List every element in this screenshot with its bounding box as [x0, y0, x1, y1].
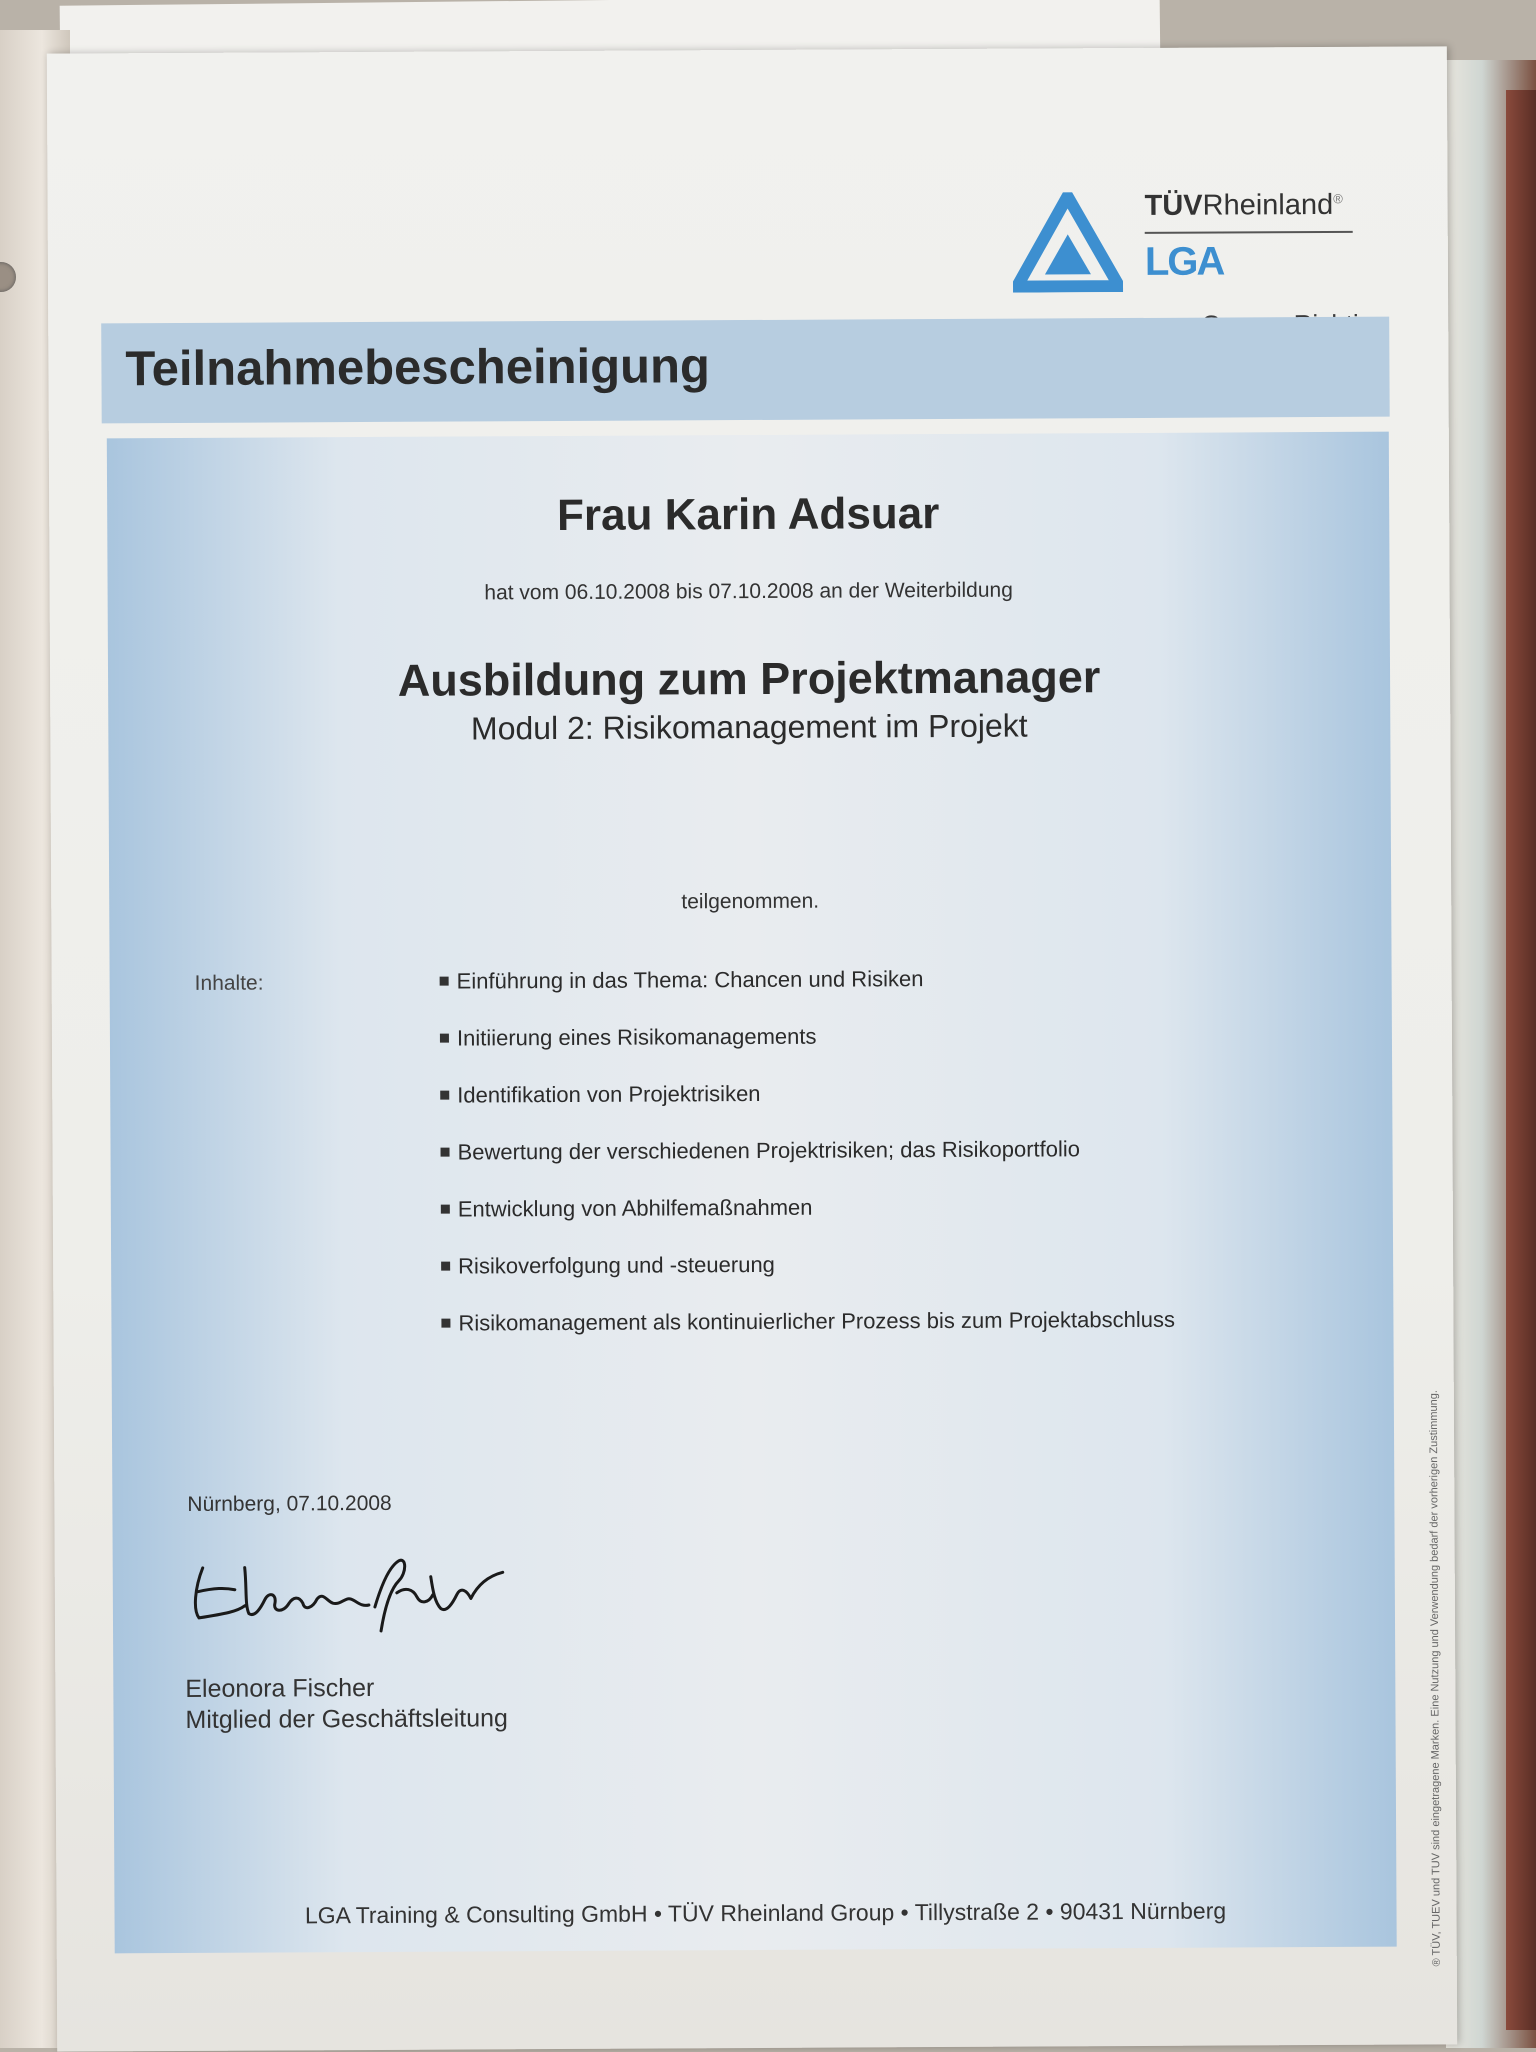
bullet-icon — [440, 1034, 449, 1043]
logo-sub-brand: LGA — [1144, 239, 1224, 284]
list-item — [441, 1193, 1175, 1254]
intro-text: hat vom 06.10.2008 bis 07.10.2008 an der Weiterbildung — [484, 578, 1013, 605]
list-item — [440, 1136, 1174, 1197]
list-item-text: Bewertung der verschiedenen Projektrisiken; das Risikoportfolio — [457, 1136, 1081, 1165]
list-item-text: Risikoverfolgung und -steuerung — [458, 1251, 775, 1279]
document-title: Teilnahmebescheinigung — [125, 339, 711, 397]
course-title: Ausbildung zum Projektmanager — [397, 651, 1101, 706]
course-module: Modul 2: Risikomanagement im Projekt — [470, 707, 1028, 747]
place-date: Nürnberg, 07.10.2008 — [187, 1491, 392, 1516]
list-item-text: Entwicklung von Abhilfemaßnahmen — [457, 1194, 813, 1222]
list-item — [441, 1307, 1175, 1368]
signer-name: Eleonora Fischer — [185, 1673, 375, 1703]
logo-divider — [1145, 231, 1353, 234]
participant-name: Frau Karin Adsuar — [556, 489, 940, 541]
bullet-icon — [440, 977, 449, 986]
footer-address: LGA Training & Consulting GmbH • TÜV Rheinland Group • Tillystraße 2 • 90431 Nürnberg — [304, 1897, 1227, 1929]
participated-text: teilgenommen. — [681, 889, 820, 914]
logo-brand-text — [1145, 189, 1343, 223]
handwritten-signature — [185, 1546, 515, 1638]
trademark-note: ® TÜV, TUEV und TUV sind eingetragene Marken. Eine Nutzung und Verwendung bedarf der vorherigen Zustimmung. — [1427, 1390, 1443, 1967]
bullet-icon — [441, 1205, 450, 1214]
list-item — [440, 965, 1174, 1026]
bullet-icon — [441, 1262, 450, 1271]
registered-mark: ® — [1333, 191, 1343, 207]
binder-ring — [0, 262, 16, 292]
list-item — [440, 1079, 1174, 1140]
bullet-icon — [441, 1319, 450, 1328]
binder-right-edge — [1446, 60, 1536, 2048]
list-item — [440, 1022, 1174, 1083]
bullet-icon — [441, 1148, 450, 1157]
signer-role: Mitglied der Geschäftsleitung — [185, 1704, 508, 1734]
logo-brand-tuv: TÜV — [1144, 189, 1203, 222]
triangle-logo-icon — [1013, 192, 1124, 293]
list-item-text: Risikomanagement als kontinuierlicher Prozess bis zum Projektabschluss — [458, 1306, 1176, 1336]
title-band — [101, 317, 1390, 424]
contents-list — [440, 965, 1176, 1368]
list-item — [441, 1250, 1175, 1311]
logo-brand-rheinland: Rheinland — [1202, 188, 1334, 222]
list-item-text: Identifikation von Projektrisiken — [457, 1080, 761, 1108]
binder-cover — [1506, 90, 1536, 2030]
bullet-icon — [440, 1091, 449, 1100]
certificate-sheet — [47, 46, 1457, 2051]
certificate-body — [107, 432, 1397, 1954]
contents-label: Inhalte: — [194, 971, 264, 995]
list-item-text: Einführung in das Thema: Chancen und Risiken — [456, 966, 924, 994]
list-item-text: Initiierung eines Risikomanagements — [456, 1023, 817, 1051]
